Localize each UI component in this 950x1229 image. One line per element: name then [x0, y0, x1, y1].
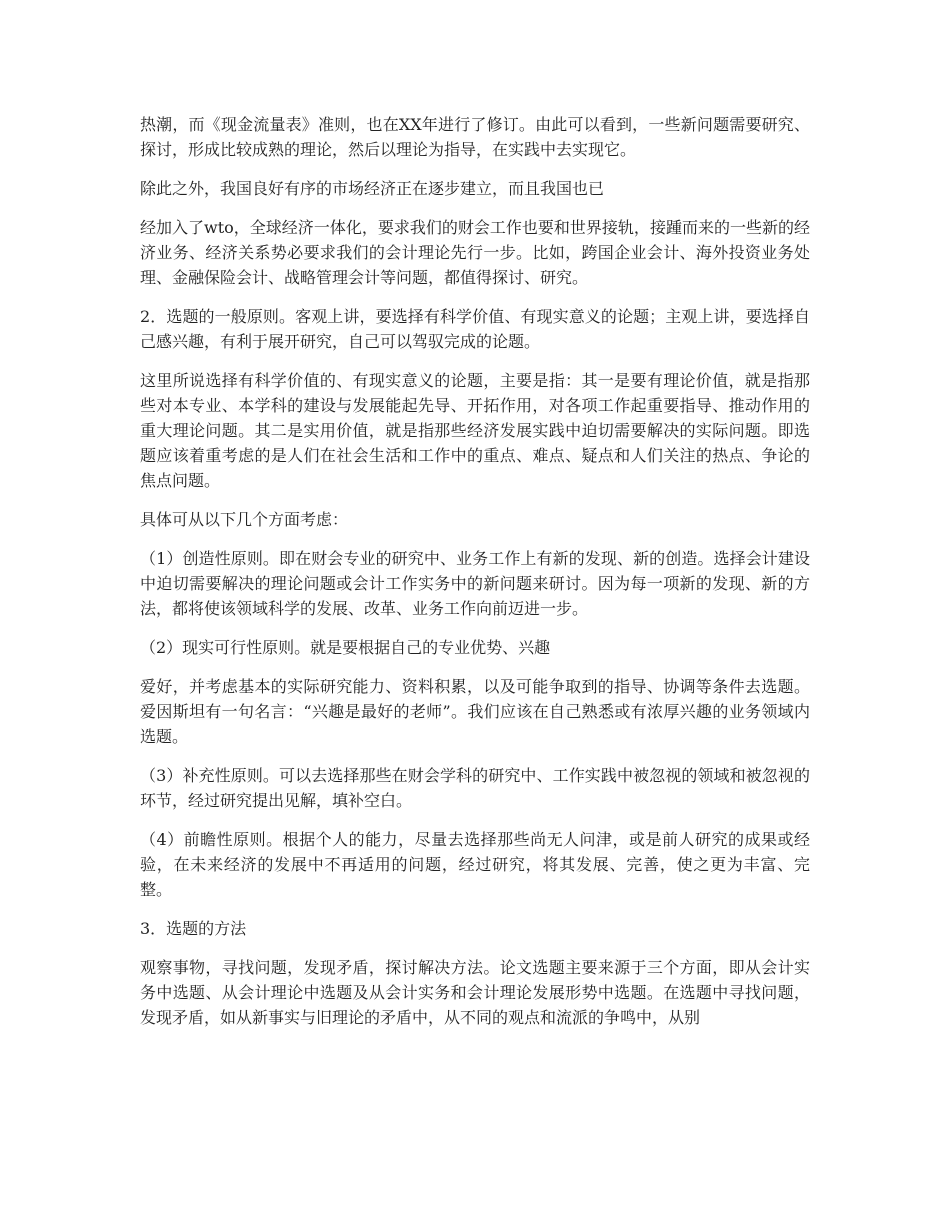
paragraph-interest-hobby: 爱好，并考虑基本的实际研究能力、资料积累，以及可能争取到的指导、协调等条件去选题。爱因斯坦有一句名言：“兴趣是最好的老师”。我们应该在自己熟悉或有浓厚兴趣的业务领域内选题。 — [140, 677, 810, 746]
paragraph-market-economy: 除此之外，我国良好有序的市场经济正在逐步建立，而且我国也已 — [140, 179, 605, 198]
paragraph-scientific-value: 这里所说选择有科学价值的、有现实意义的论题，主要是指：其一是要有理论价值，就是指那些对本专业、本学科的建设与发展能起先导、开拓作用，对各项工作起重要指导、推动作用的重大理论问题。其二是实用价值，就是指那些经济发展实践中迫切需要解决的实际问题。即选题应该着重考虑的是人们在社会生活和工作中的重点、难点、疑点和人们关注的热点、争论的焦点问题。 — [140, 371, 810, 490]
section-heading-topic-methods: 3．选题的方法 — [140, 919, 247, 938]
paragraph-observation-method: 观察事物，寻找问题，发现矛盾，探讨解决方法。论文选题主要来源于三个方面，即从会计实务中选题、从会计理论中选题及从会计实务和会计理论发展形势中选题。在选题中寻找问题，发现矛盾，如从新事实与旧理论的矛盾中，从不同的观点和流派的争鸣中，从别 — [140, 958, 810, 1027]
paragraph-feasibility-principle: （2）现实可行性原则。就是要根据自己的专业优势、兴趣 — [140, 638, 551, 657]
paragraph-forward-looking-principle: （4）前瞻性原则。根据个人的能力，尽量去选择那些尚无人问津，或是前人研究的成果或经验，在未来经济的发展中不再适用的问题，经过研究，将其发展、完善，使之更为丰富、完整。 — [140, 830, 810, 899]
paragraph-cash-flow-revision: 热潮，而《现金流量表》准则，也在XX年进行了修订。由此可以看到，一些新问题需要研究、探讨，形成比较成熟的理论，然后以理论为指导，在实践中去实现它。 — [140, 115, 810, 159]
paragraph-aspects-intro: 具体可从以下几个方面考虑： — [140, 510, 349, 529]
document-body — [140, 112, 810, 1044]
paragraph-wto-globalization: 经加入了wto，全球经济一体化，要求我们的财会工作也要和世界接轨，接踵而来的一些新的经济业务、经济关系势必要求我们的会计理论先行一步。比如，跨国企业会计、海外投资业务处理、金融保险会计、战略管理会计等问题，都值得探讨、研究。 — [140, 218, 810, 287]
paragraph-supplementary-principle: （3）补充性原则。可以去选择那些在财会学科的研究中、工作实践中被忽视的领域和被忽视的环节，经过研究提出见解，填补空白。 — [140, 766, 810, 810]
paragraph-creativity-principle: （1）创造性原则。即在财会专业的研究中、业务工作上有新的发现、新的创造。选择会计建设中迫切需要解决的理论问题或会计工作实务中的新问题来研讨。因为每一项新的发现、新的方法，都将使该领域科学的发展、改革、业务工作向前迈进一步。 — [140, 549, 810, 618]
paragraph-general-principles: 2．选题的一般原则。客观上讲，要选择有科学价值、有现实意义的论题；主观上讲，要选择自己感兴趣，有利于展开研究，自己可以驾驭完成的论题。 — [140, 307, 810, 351]
